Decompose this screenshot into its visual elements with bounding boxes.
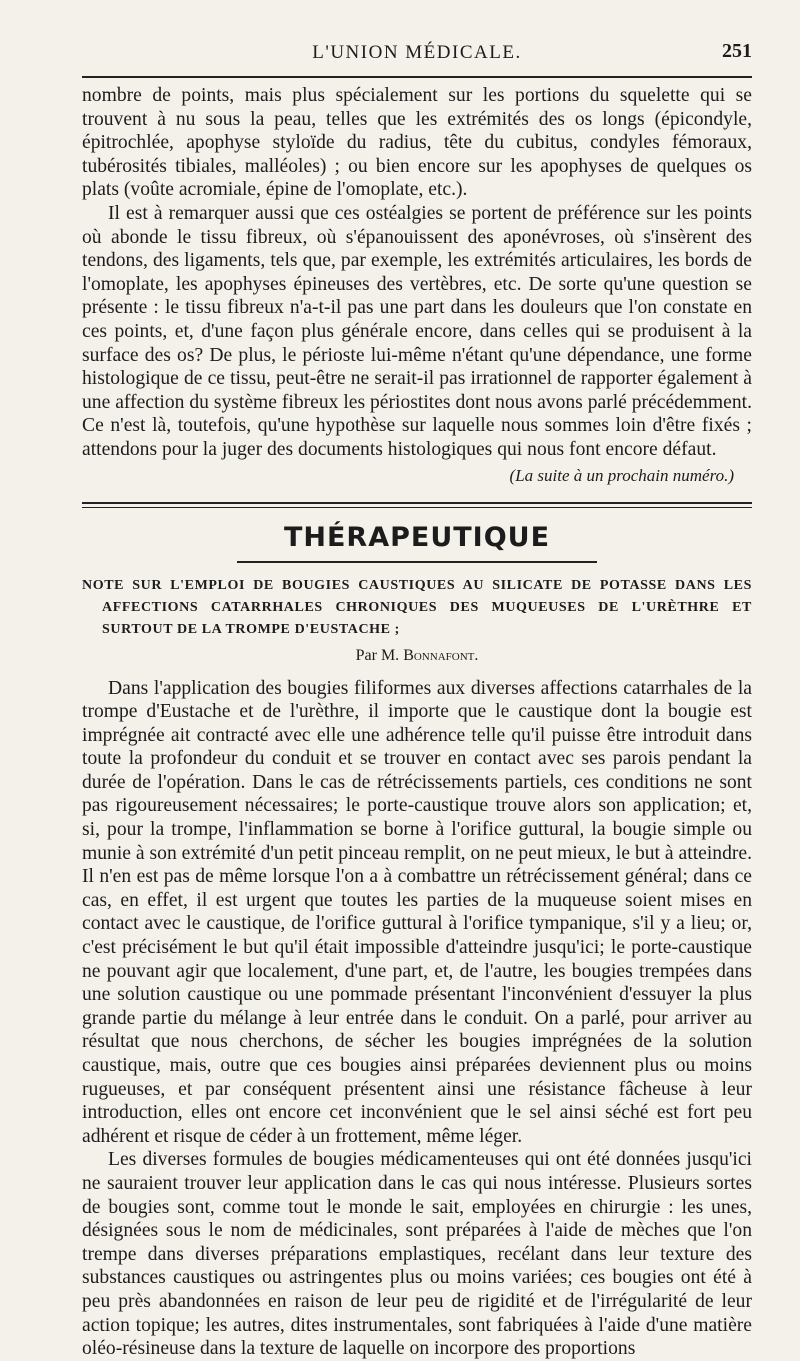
paragraph: Il est à remarquer aussi que ces ostéalgies se portent de préférence sur les points où abonde le tissu fibreux, où s'épanouissent des aponévroses, où s'insèrent des tendons, des ligaments, tels que, par exemple, les extrémités articulaires, les bords de l'omoplate, les apophyses épineuses des vertèbres, etc. De sorte qu'une question se présente : le tissu fibreux n'a-t-il pas une part dans les douleurs que l'on constate en ces points, et, d'une façon plus générale encore, dans celles qui se produisent à la surface des os? De plus, le périoste lui-même n'étant qu'une dépendance, une forme histologique de ce tissu, peut-être ne serait-il pas irrationnel de rapporter également à une affection du système fibreux les périostites dont nous avons parlé précédemment. Ce n'est là, toutefois, qu'une hypothèse sur laquelle nous sommes loin d'être fixés ; attendons pour la juger des documents histologiques qui nous font encore défaut. [82,202,752,460]
author-prefix: Par M. [355,646,400,664]
continued-notice: (La suite à un prochain numéro.) [509,465,734,485]
section-title: THÉRAPEUTIQUE [283,521,551,553]
article-continuation [82,84,752,486]
note-title: NOTE SUR L'EMPLOI DE BOUGIES CAUSTIQUES AU SILICATE DE POTASSE DANS LES AFFECTIONS CATARRHALES CHRONIQUES DES MUQUEUSES DE L'URÈTHRE ET SURTOUT DE LA TROMPE D'EUSTACHE ; [82,577,752,637]
header-rule [82,76,752,78]
author-name: Bonnafont. [403,646,479,664]
paragraph: Dans l'application des bougies filiformes aux diverses affections catarrhales de la trompe d'Eustache et de l'urèthre, il importe que le caustique dont la bougie est imprégnée ait contracté avec elle une adhérence telle qu'il puisse être introduit dans toute la profondeur du conduit et se trouver en contact avec ses parois pendant la durée de l'opération. Dans le cas de rétrécissements partiels, ces conditions ne sont pas rigoureusement nécessaires; le porte-caustique trouve alors son application; et, si, pour la trompe, l'inflammation se borne à l'orifice guttural, la bougie simple ou munie à son extrémité d'un petit pinceau remplit, on ne peut mieux, le but à atteindre. Il n'en est pas de même lorsque l'on a à combattre un rétrécissement général; dans ce cas, en effet, il est urgent que toutes les parties de la muqueuse soient mises en contact avec le caustique, de l'orifice guttural à l'orifice tympanique, s'il y a lieu; or, c'est précisément le but qu'il était impossible d'atteindre jusqu'ici; le porte-caustique ne pouvant agir que localement, d'une part, et, de l'autre, les bougies trempées dans une solution caustique ou une pommade présentant l'inconvénient d'essuyer la plus grande partie du mélange à leur entrée dans le conduit. On a parlé, pour arriver au résultat que nous cherchons, de sécher les bougies imprégnées de la solution caustique, mais, outre que ces bougies ainsi préparées deviennent plus ou moins rugueuses, et par conséquent présentent ainsi une résistance fâcheuse à leur introduction, elles ont encore cet inconvénient que le sel ainsi séché est fort peu adhérent et risque de céder à un frottement, même léger. [82,677,752,1147]
paragraph: nombre de points, mais plus spécialement sur les portions du squelette qui se trouvent à nu sous la peau, telles que les extrémités des os longs (épicondyle, épitrochlée, apophyse styloïde du radius, tête du cubitus, condyles fémoraux, tubérosités tibiales, malléoles) ; ou bien encore sur les apophyses de quelques os plats (voûte acromiale, épine de l'omoplate, etc.). [82,85,752,201]
running-header [82,0,752,72]
section-divider [82,502,752,508]
journal-title: L'UNION MÉDICALE. [312,42,522,63]
page-number: 251 [722,40,752,62]
article-body [82,677,752,1361]
author-line [82,647,752,665]
paragraph: Les diverses formules de bougies médicamenteuses qui ont été données jusqu'ici ne sauraient trouver leur application dans le cas qui nous intéresse. Plusieurs sortes de bougies sont, comme tout le monde le sait, employées en chirurgie : les unes, désignées sous le nom de médicinales, sont préparées à l'aide de mèches que l'on trempe dans diverses préparations emplastiques, recélant dans leur texture des substances caustiques ou astringentes plus ou moins variées; ces bougies ont été à peu près abandonnées en raison de leur peu de rigidité et de l'irrégularité de leur action topique; les autres, dites instrumentales, sont fabriquées à l'aide d'une matière oléo-résineuse dans la texture de laquelle on incorpore des proportions [82,1149,752,1360]
title-rule [237,561,597,563]
